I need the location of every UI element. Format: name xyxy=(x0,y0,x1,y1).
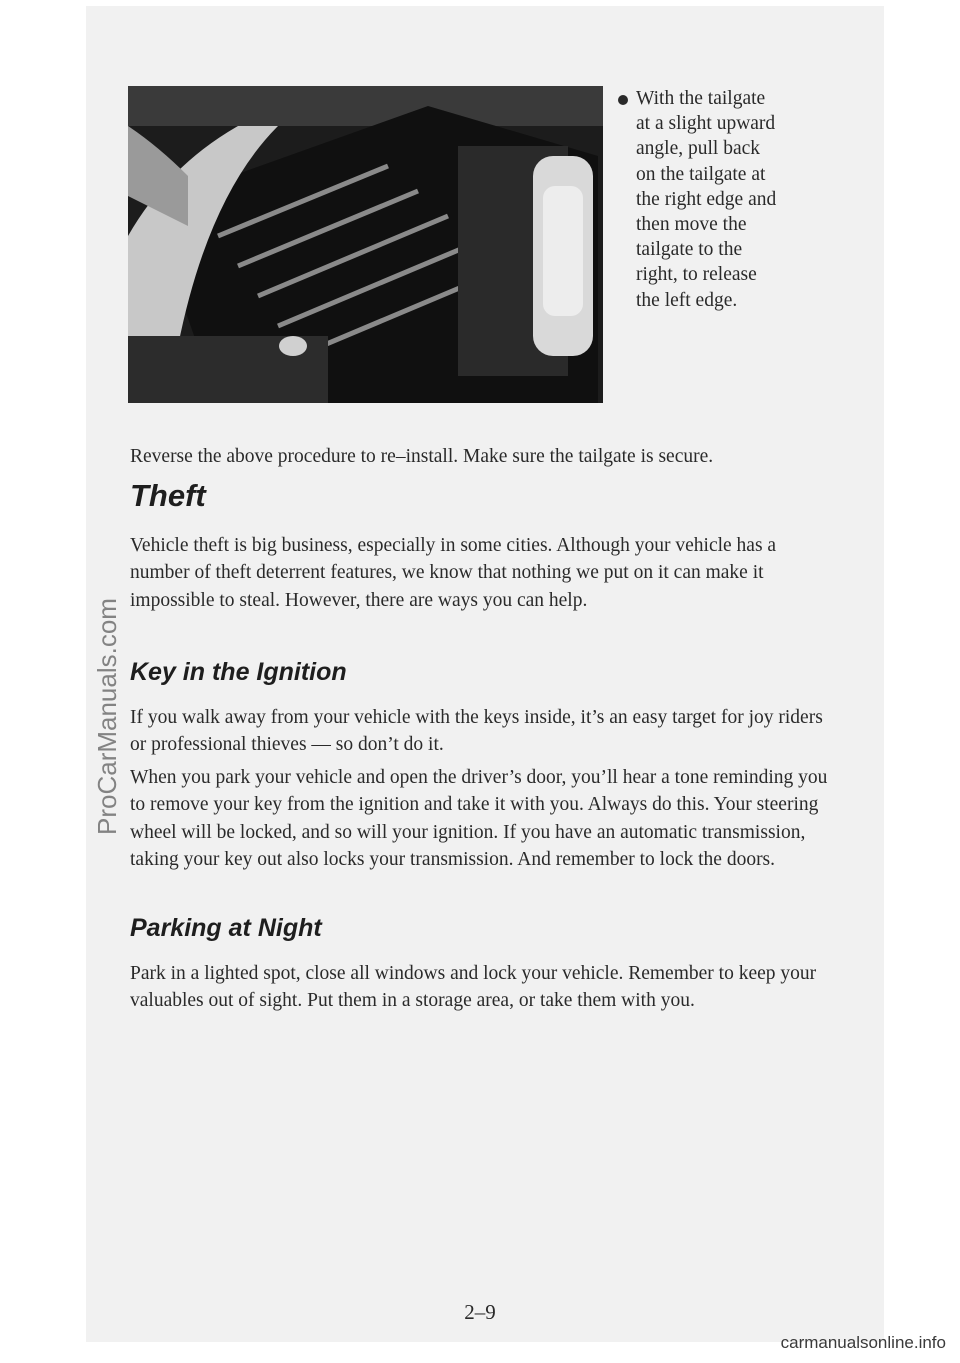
side-watermark: ProCarManuals.com xyxy=(92,598,122,835)
reinstall-text: Reverse the above procedure to re–install. Make sure the tailgate is secure. xyxy=(130,446,714,467)
bullet-icon xyxy=(618,95,628,105)
tailgate-photo-illustration xyxy=(128,86,603,403)
key-in-ignition-heading: Key in the Ignition xyxy=(130,658,347,686)
removal-step-text: With the tailgate at a slight upward angle, pull back on the tailgate at the right edge and then move the tailgate to the right, to release the left edge. xyxy=(636,88,777,311)
page-number: 2–9 xyxy=(464,1300,496,1324)
key-in-ignition-paragraph-2: When you park your vehicle and open the driver’s door, you’ll hear a tone reminding you to remove your key from the ignition and take it with you. Always do this. Your steering wheel will be locked, and so will your ignition. If you have an automatic transmission, taking your key out also locks your transmission. And remember to lock the doors. xyxy=(130,767,828,870)
bottom-watermark[interactable]: carmanualsonline.info xyxy=(780,1333,946,1352)
removal-step xyxy=(636,86,846,313)
theft-paragraph: Vehicle theft is big business, especially in some cities. Although your vehicle has a number of theft deterrent features, we know that nothing we put on it can make it impossible to steal. However, there are ways you can help. xyxy=(130,535,777,611)
key-in-ignition-paragraph-1: If you walk away from your vehicle with the keys inside, it’s an easy target for joy riders or professional thieves — so don’t do it. xyxy=(130,707,823,756)
parking-at-night-heading: Parking at Night xyxy=(130,914,322,942)
tailgate-photo xyxy=(128,86,603,403)
parking-at-night-paragraph: Park in a lighted spot, close all windows and lock your vehicle. Remember to keep your valuables out of sight. Put them in a storage area, or take them with you. xyxy=(130,963,817,1012)
theft-heading: Theft xyxy=(130,478,206,513)
